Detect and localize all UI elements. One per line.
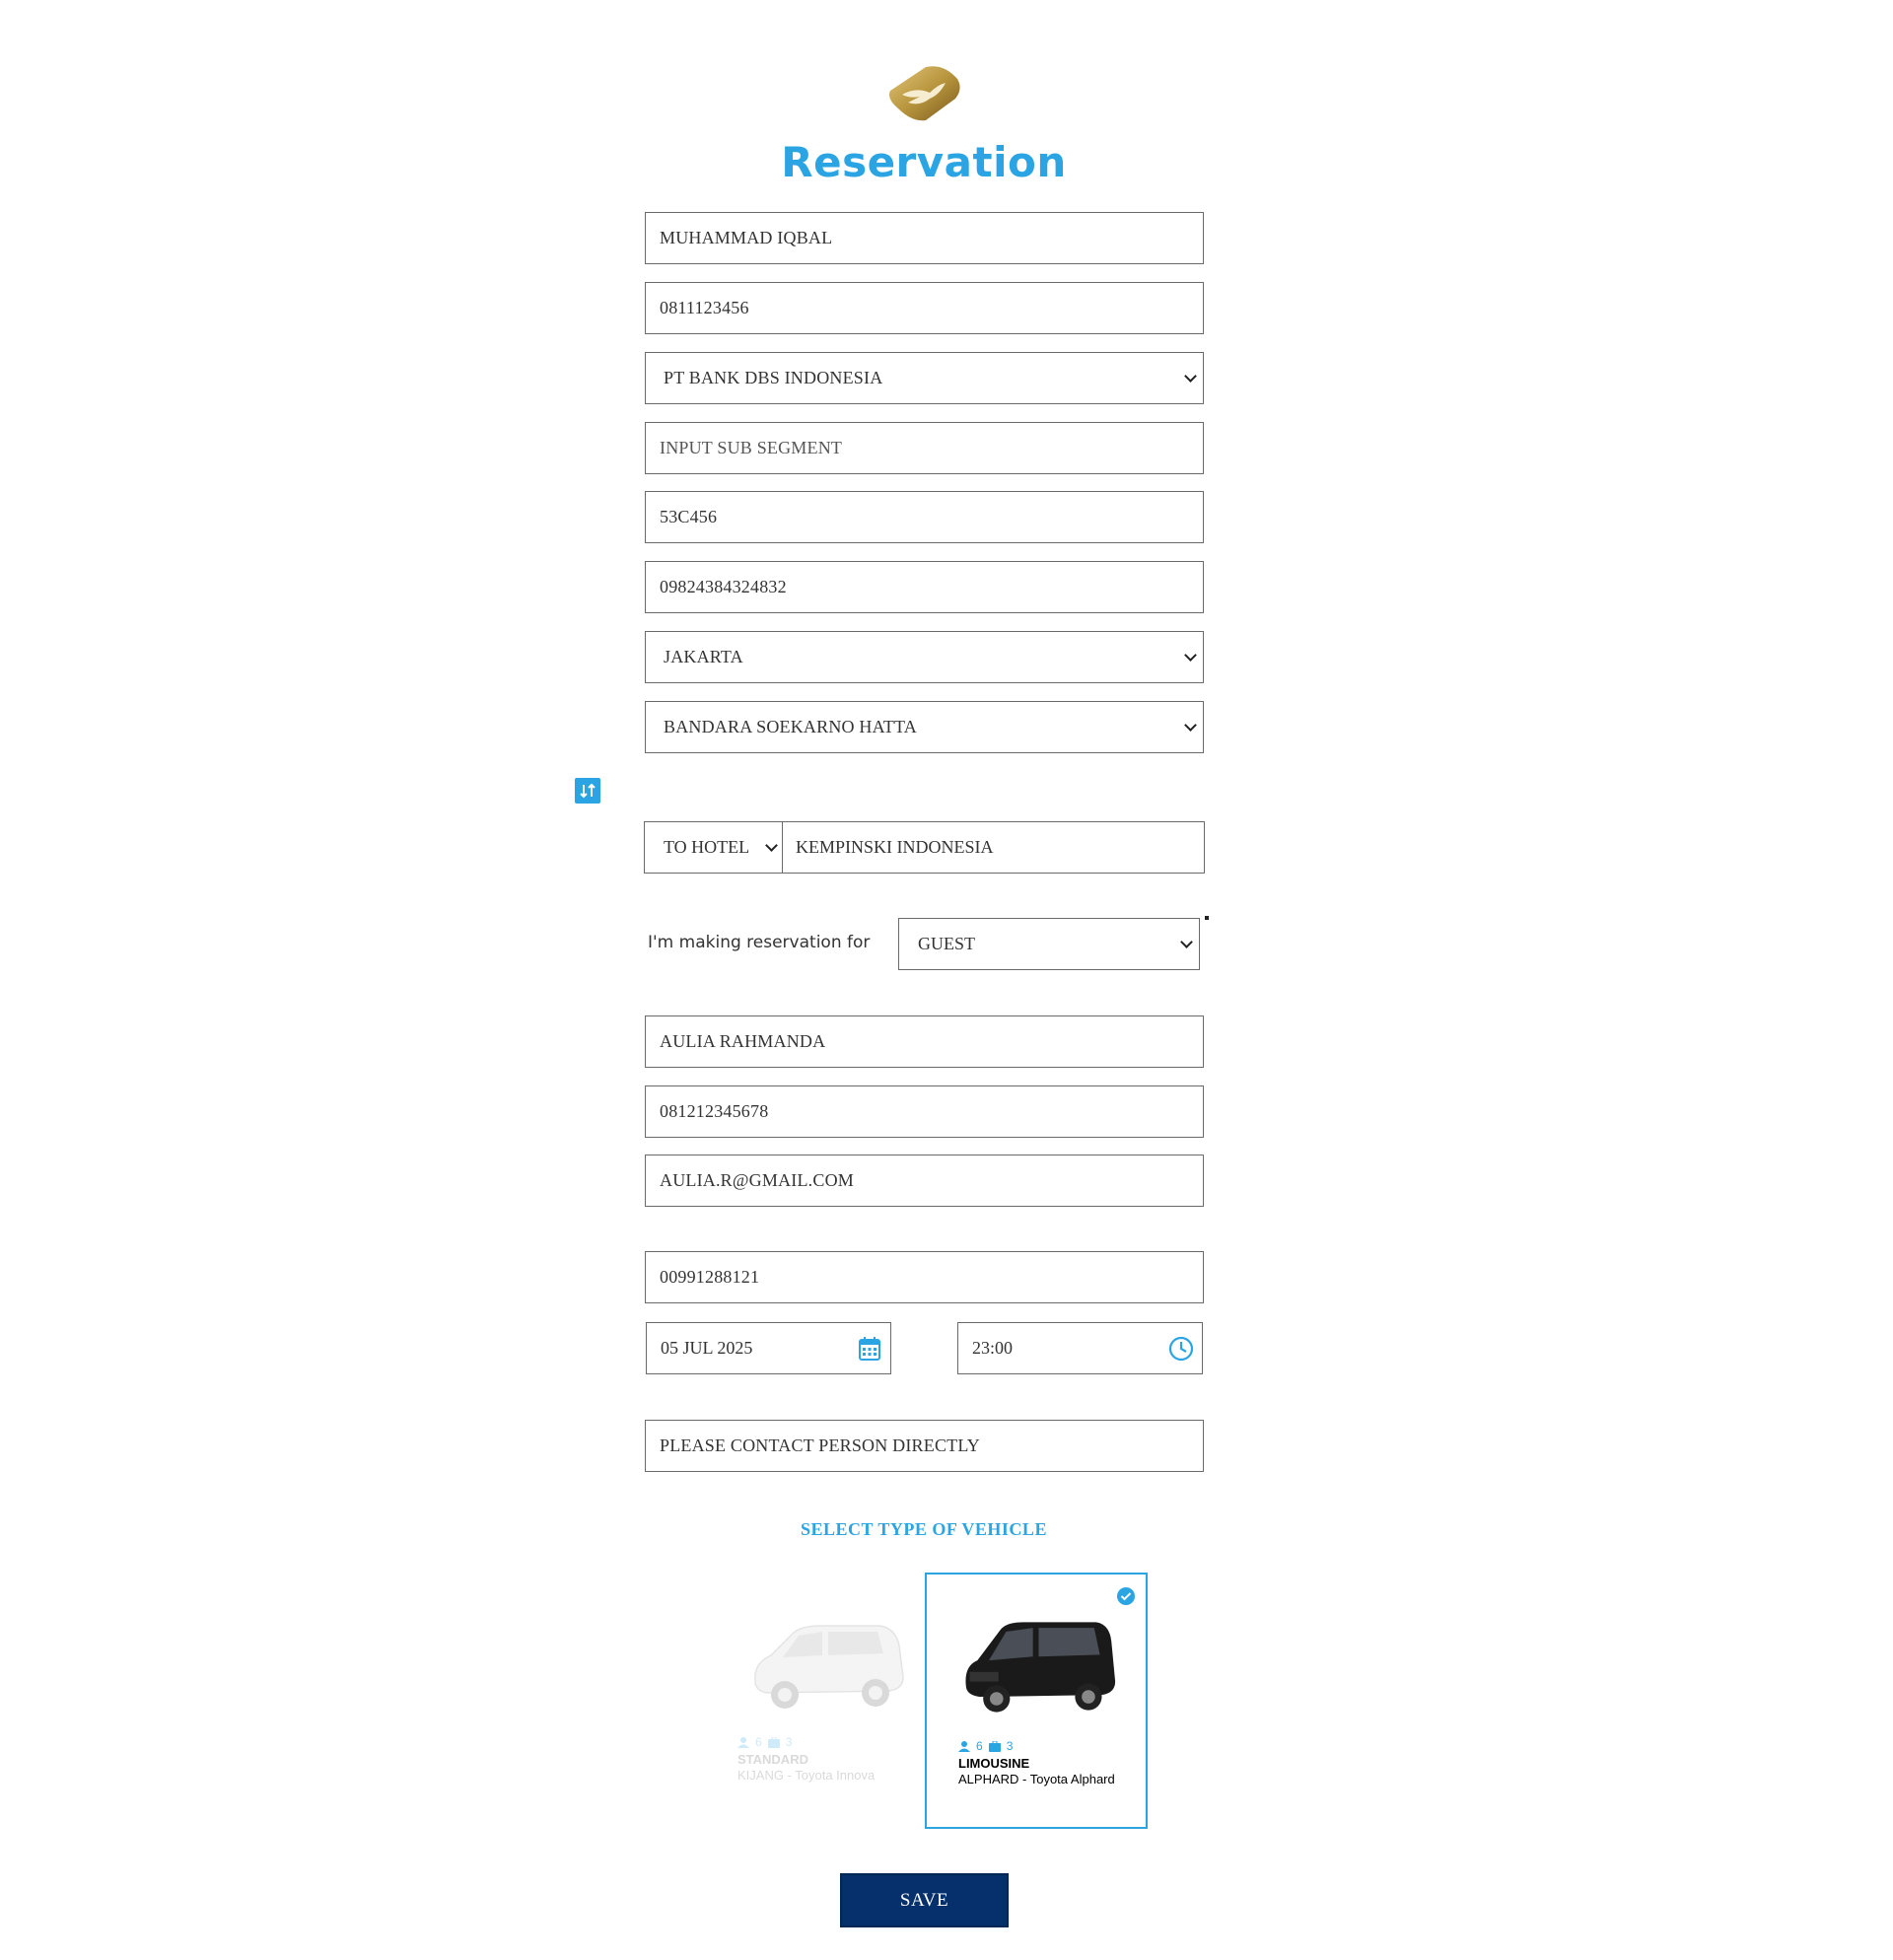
luggage-icon bbox=[989, 1741, 1001, 1752]
clock-icon[interactable] bbox=[1168, 1336, 1194, 1362]
reference-number-input[interactable]: 00991288121 bbox=[645, 1251, 1204, 1303]
page-title: Reservation bbox=[781, 138, 1067, 186]
date-input[interactable]: 05 JUL 2025 bbox=[646, 1322, 891, 1374]
passenger-icon bbox=[737, 1737, 749, 1748]
time-input[interactable]: 23:00 bbox=[957, 1322, 1203, 1374]
calendar-icon[interactable] bbox=[858, 1336, 881, 1362]
vehicle-section-title: SELECT TYPE OF VEHICLE bbox=[801, 1519, 1047, 1539]
code-input[interactable]: 53C456 bbox=[645, 491, 1204, 543]
vehicle-capacity: 6 3 bbox=[958, 1739, 1013, 1753]
reservation-for-select[interactable]: GUEST bbox=[898, 918, 1200, 970]
notes-input[interactable]: PLEASE CONTACT PERSON DIRECTLY bbox=[645, 1420, 1204, 1472]
swap-direction-button[interactable] bbox=[575, 778, 600, 804]
destination-input[interactable]: KEMPINSKI INDONESIA bbox=[782, 821, 1205, 874]
save-button[interactable]: SAVE bbox=[840, 1873, 1009, 1927]
luggage-icon bbox=[768, 1737, 780, 1748]
sub-segment-input[interactable]: INPUT SUB SEGMENT bbox=[645, 422, 1204, 474]
vehicle-class: LIMOUSINE bbox=[958, 1756, 1030, 1771]
pickup-location-select[interactable]: BANDARA SOEKARNO HATTA bbox=[645, 701, 1204, 753]
chevron-down-icon bbox=[1184, 370, 1197, 383]
vehicle-card-standard[interactable] bbox=[722, 1573, 945, 1829]
guest-name-input[interactable]: AULIA RAHMANDA bbox=[645, 1015, 1204, 1068]
chevron-down-icon bbox=[1180, 936, 1193, 948]
guest-phone-input[interactable]: 081212345678 bbox=[645, 1085, 1204, 1138]
chevron-down-icon bbox=[1184, 719, 1197, 732]
required-marker bbox=[1205, 916, 1209, 920]
car-image bbox=[741, 1612, 909, 1715]
swap-arrows-icon bbox=[575, 778, 600, 804]
chevron-down-icon bbox=[765, 839, 778, 852]
vehicle-class: STANDARD bbox=[737, 1752, 808, 1767]
destination-type-select[interactable]: TO HOTEL bbox=[644, 821, 783, 874]
vehicle-model: ALPHARD - Toyota Alphard bbox=[958, 1772, 1115, 1786]
city-select[interactable]: JAKARTA bbox=[645, 631, 1204, 683]
brand-logo bbox=[886, 65, 961, 122]
vehicle-card-limousine[interactable] bbox=[925, 1573, 1148, 1829]
account-number-input[interactable]: 09824384324832 bbox=[645, 561, 1204, 613]
selected-check-icon bbox=[1116, 1586, 1136, 1606]
vehicle-capacity: 6 3 bbox=[737, 1735, 792, 1749]
guest-email-input[interactable]: AULIA.R@GMAIL.COM bbox=[645, 1155, 1204, 1207]
reservation-for-label: I'm making reservation for bbox=[648, 933, 871, 952]
booker-phone-input[interactable]: 0811123456 bbox=[645, 282, 1204, 334]
chevron-down-icon bbox=[1184, 649, 1197, 662]
booker-name-input[interactable]: MUHAMMAD IQBAL bbox=[645, 212, 1204, 264]
passenger-icon bbox=[958, 1741, 970, 1752]
car-image bbox=[956, 1612, 1119, 1720]
company-select[interactable]: PT BANK DBS INDONESIA bbox=[645, 352, 1204, 404]
vehicle-model: KIJANG - Toyota Innova bbox=[737, 1768, 876, 1783]
